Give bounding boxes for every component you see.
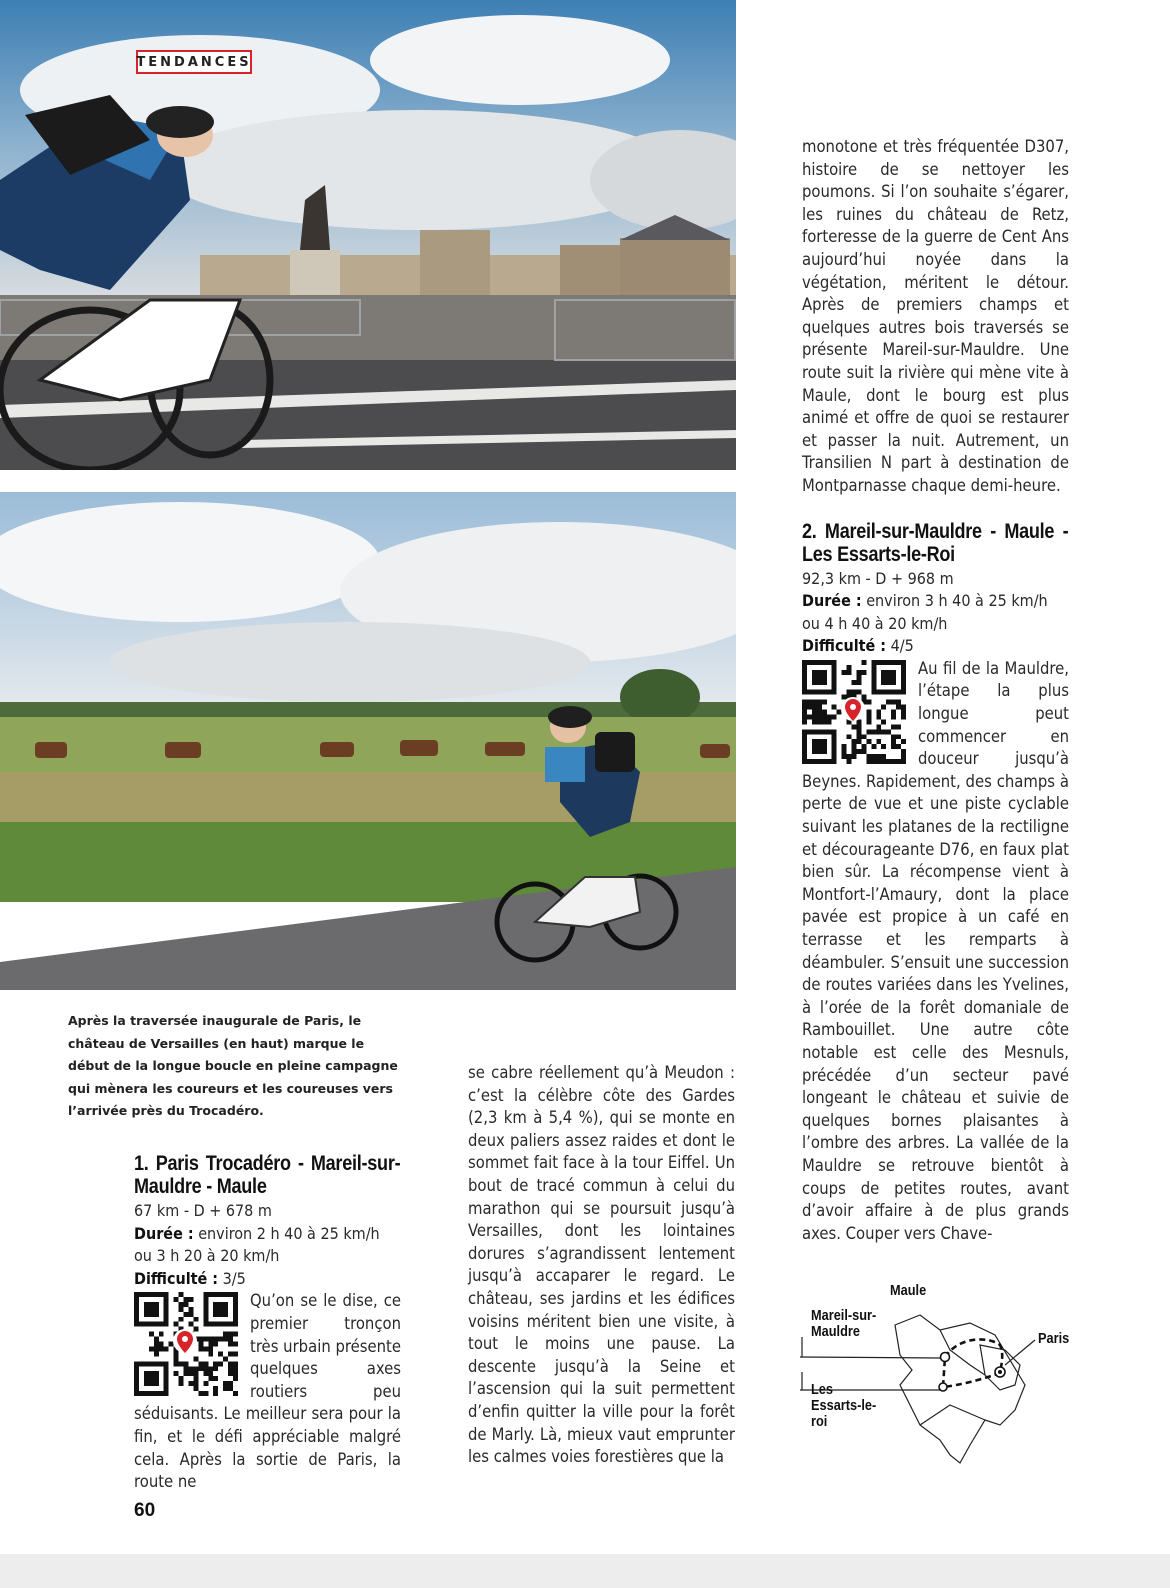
photo-countryside — [0, 492, 736, 990]
map-label-mareil: Mareil-sur-Mauldre — [811, 1308, 877, 1340]
stage1-difficulty: Difficulté : 3/5 — [134, 1268, 246, 1288]
stage2-difficulty: Difficulté : 4/5 — [802, 636, 914, 656]
stage2-duration: Durée : environ 3 h 40 à 25 km/h ou 4 h 40 à 20 km/h — [802, 591, 1048, 633]
bottom-bar — [0, 1554, 1170, 1588]
map-pin-icon — [840, 696, 866, 726]
map-label-maule: Maule — [890, 1283, 927, 1299]
stage1-distance: 67 km - D + 678 m — [134, 1201, 272, 1220]
stage1-text-part1: Qu’on se le dise, ce premier tronçon très urbain présente quelques axes routiers peu séduisants. Le meilleur sera pour la fin, et le défi appréciable malgré cela. Après la sortie de Paris, la route ne — [134, 1291, 401, 1492]
stage1-title: 1. Paris Trocadéro - Mareil-sur-Mauldre - Maule — [134, 1152, 401, 1198]
stage1-text-col2: se cabre réellement qu’à Meudon : c’est la célèbre côte des Gardes (2,3 km à 5,4 %), qui se monte en deux paliers assez raides et dont le sommet fait face à la tour Eiffel. Un bout de tracé commun à celui du marathon qui se poursuit jusqu’à Versailles, dont les lointaines dorures s’agrandissent lentement jusqu’à accaparer le regard. Le château, ses jardins et les édifices voisins méritent bien une visite, à tout le moins une pause. La descente jusqu’à la Seine et l’ascension qui la suit permettent d’enfin quitter la ville pour la forêt de Marly. Là, mieux vaut emprunter les calmes voies forestières que la — [468, 1063, 735, 1467]
page-number: 60 — [134, 1500, 156, 1521]
map-label-paris: Paris — [1038, 1331, 1070, 1347]
section-tag: TENDANCES — [136, 50, 252, 74]
stage2-title: 2. Mareil-sur-Mauldre - Maule - Les Essarts-le-Roi — [802, 519, 1069, 566]
stage1-qr-code[interactable] — [134, 1292, 238, 1396]
stage2-text: Au fil de la Mauldre, l’étape la plus longue peut commencer en douceur jusqu’à Beynes. Rapidement, des champs à perte de vue et une piste cyclable suivant les platanes de la rectiligne et décourageante D76, en faux plat bien sûr. La récompense vient à Montfort-l’Amaury, dont la place pavée est propice à un café en terrasse et les remparts à déambuler. S’ensuit une succession de routes variées dans les Yvelines, à l’orée de la forêt domaniale de Rambouillet. Une autre côte notable est celle des Mesnuls, précédée d’un secteur pavé longeant le château et suivie de quelques bornes plaisantes à l’ombre des arbres. La vallée de la Mauldre se retrouve bientôt à coups de petites routes, avant d’avoir affaire à de plus grands axes. Couper vers Chave- — [802, 658, 1069, 1243]
map-label-essarts: Les Essarts-le-roi — [811, 1382, 877, 1430]
photo-versailles — [0, 0, 736, 470]
route-map — [800, 1275, 1100, 1475]
stage2-qr-code[interactable] — [802, 660, 906, 764]
map-pin-icon — [172, 1328, 198, 1358]
column-3 — [802, 136, 1069, 1245]
photo-caption: Après la traversée inaugurale de Paris, le château de Versailles (en haut) marque le début de la longue boucle en pleine campagne qui mènera les coureurs et les coureuses vers l’arrivée près du Trocadéro. — [68, 1013, 398, 1118]
route-map-drawing — [800, 1275, 1100, 1475]
col3-intro: monotone et très fréquentée D307, histoire de se nettoyer les poumons. Si l’on souhaite s’égarer, les ruines du château de Retz, forteresse de la guerre de Cent Ans aujourd’hui noyée dans la végétation, méritent le détour. Après de premiers champs et quelques autres bois traversés se présente Mareil-sur-Mauldre. Une route suit la rivière qui mène vite à Maule, dont le bourg est plus animé et offre de quoi se restaurer et passer la nuit. Autrement, un Transilien N part à destination de Montparnasse chaque demi-heure. — [802, 137, 1069, 495]
stage1-duration: Durée : environ 2 h 40 à 25 km/h ou 3 h 20 à 20 km/h — [134, 1223, 380, 1266]
stage1-block — [134, 1152, 401, 1494]
stage2-distance: 92,3 km - D + 968 m — [802, 568, 954, 588]
